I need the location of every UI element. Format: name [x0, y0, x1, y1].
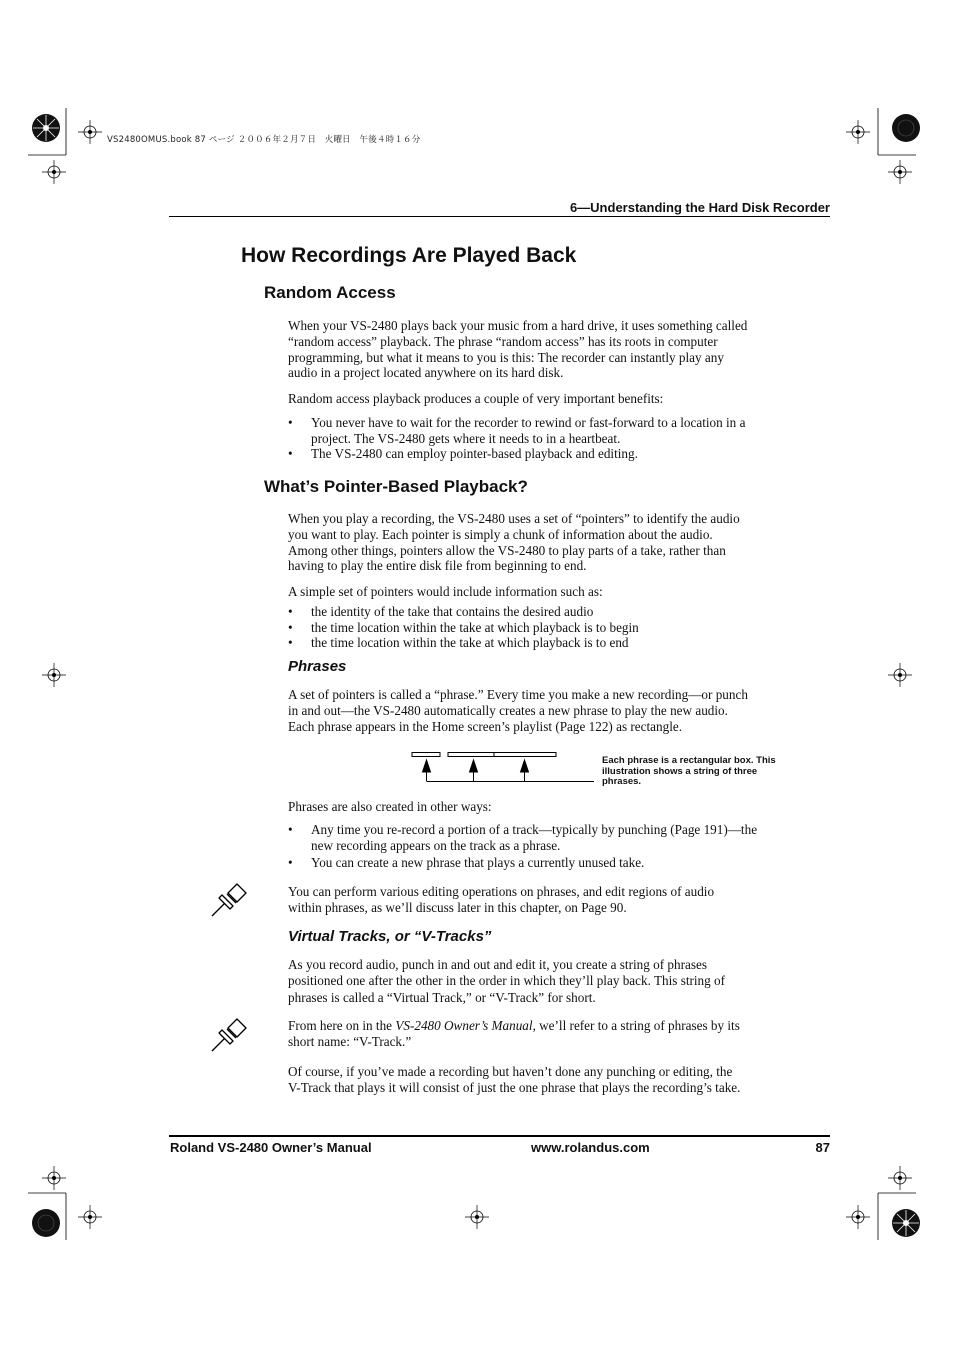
- text-line: in and out—the VS-2480 automatically creates a new phrase to play the new audio.: [288, 702, 728, 718]
- text-span: From here on in the: [288, 1018, 396, 1033]
- footer-rule: [169, 1135, 830, 1137]
- header-rule: [169, 216, 830, 217]
- text-line: project. The VS-2480 gets where it needs to in a heartbeat.: [311, 430, 621, 446]
- corner-target-icon: [891, 1208, 921, 1238]
- text-line: The VS-2480 can employ pointer-based playback and editing.: [311, 446, 638, 461]
- text-line: When you play a recording, the VS-2480 uses a set of “pointers” to identify the audio: [288, 511, 740, 526]
- text-line: V-Track that plays it will consist of just the one phrase that plays the recording’s take.: [288, 1079, 741, 1095]
- registration-mark-icon: [888, 160, 912, 184]
- list-item: [288, 620, 818, 636]
- pointer-arrows: [423, 760, 595, 782]
- list-item: [288, 604, 818, 620]
- vtracks-closing-paragraph: [288, 1064, 828, 1096]
- bullet-icon: •: [288, 855, 293, 870]
- pointer-based-paragraph: [288, 511, 818, 574]
- random-access-benefits-intro: Random access playback produces a couple of very important benefits:: [288, 391, 664, 406]
- list-item: [288, 446, 818, 462]
- subsection-heading-phrases: Phrases: [288, 658, 347, 675]
- text-line: Any time you re-record a portion of a track—typically by punching (Page 191)—the: [311, 822, 758, 837]
- note-pushpin-icon: [209, 881, 249, 919]
- text-line: “random access” playback. The phrase “random access” has its roots in computer: [288, 333, 718, 349]
- text-line: the identity of the take that contains the desired audio: [311, 604, 594, 619]
- list-item: [288, 855, 818, 871]
- text-line: You can create a new phrase that plays a currently unused take.: [311, 855, 645, 870]
- registration-mark-icon: [888, 663, 912, 687]
- note-editing-phrases: [288, 884, 818, 916]
- text-line: When your VS-2480 plays back your music from a hard drive, it uses something called: [288, 318, 748, 333]
- print-info: VS2480OMUS.book 87 ページ ２００６年２月７日 火曜日 午後４時１６分: [107, 135, 421, 145]
- text-line: the time location within the take at which playback is to end: [311, 635, 629, 650]
- text-line: short name: “V-Track.”: [288, 1033, 412, 1049]
- phrases-paragraph: [288, 687, 818, 734]
- text-line: having to play the entire disk file from beginning to end.: [288, 558, 587, 574]
- text-line: you want to play. Each pointer is simply a chunk of information about the audio.: [288, 526, 713, 542]
- text-line: You never have to wait for the recorder to rewind or fast-forward to a location in a: [311, 415, 746, 430]
- bullet-icon: •: [288, 822, 293, 837]
- phrase-box: [448, 753, 494, 757]
- registration-mark-icon: [846, 1205, 870, 1229]
- note-vtrack-name: [288, 1018, 818, 1050]
- random-access-paragraph: [288, 318, 818, 381]
- list-item: [288, 822, 818, 854]
- registration-mark-icon: [846, 120, 870, 144]
- registration-mark-icon: [42, 160, 66, 184]
- bullet-icon: •: [288, 635, 293, 650]
- registration-mark-icon: [465, 1205, 489, 1229]
- corner-target-icon: [891, 113, 921, 143]
- figure-caption: [602, 756, 817, 788]
- corner-target-icon: [31, 1208, 61, 1238]
- text-line: Of course, if you’ve made a recording but haven’t done any punching or editing, the: [288, 1064, 733, 1079]
- text-line: As you record audio, punch in and out and edit it, you create a string of phrases: [288, 957, 707, 972]
- text-line: within phrases, as we’ll discuss later in this chapter, on Page 90.: [288, 899, 627, 915]
- text-line: new recording appears on the track as a phrase.: [311, 837, 561, 853]
- caption-line: phrases.: [602, 776, 642, 788]
- phrase-illustration: [405, 748, 600, 786]
- subsection-heading-vtracks: Virtual Tracks, or “V-Tracks”: [288, 928, 492, 945]
- text-line: audio in a project located anywhere on its hard disk.: [288, 365, 564, 381]
- note-pushpin-icon: [209, 1016, 249, 1054]
- text-span: , we’ll refer to a string of phrases by its: [532, 1018, 740, 1033]
- caption-line: Each phrase is a rectangular box. This: [602, 755, 776, 766]
- vtracks-paragraph: [288, 957, 818, 1005]
- text-line: programming, but what it means to you is this: The recorder can instantly play any: [288, 349, 724, 365]
- phrase-box: [412, 753, 440, 757]
- bullet-icon: •: [288, 620, 293, 635]
- manual-title: VS-2480 Owner’s Manual: [395, 1018, 533, 1033]
- phrases-other-ways-intro: Phrases are also created in other ways:: [288, 799, 492, 814]
- bullet-icon: •: [288, 604, 293, 619]
- caption-line: illustration shows a string of three: [602, 765, 758, 777]
- list-item: [288, 635, 818, 651]
- text-line: Among other things, pointers allow the VS-2480 to play parts of a take, rather than: [288, 542, 726, 558]
- phrase-boxes: [412, 753, 556, 757]
- text-line: You can perform various editing operations on phrases, and edit regions of audio: [288, 884, 715, 899]
- text-line: the time location within the take at which playback is to begin: [311, 620, 639, 635]
- running-head: 6—Understanding the Hard Disk Recorder: [569, 200, 830, 215]
- text-line: [288, 1018, 818, 1034]
- text-line: A set of pointers is called a “phrase.” Every time you make a new recording—or punch: [288, 687, 748, 702]
- footer-manual-title: Roland VS-2480 Owner’s Manual: [170, 1140, 372, 1155]
- registration-mark-icon: [888, 1166, 912, 1190]
- text-line: positioned one after the other in the order in which they’ll play back. This string of: [288, 972, 726, 988]
- bullet-icon: •: [288, 415, 293, 430]
- registration-mark-icon: [78, 120, 102, 144]
- section-heading-random-access: Random Access: [264, 283, 396, 302]
- page-title: How Recordings Are Played Back: [241, 244, 577, 267]
- section-heading-pointer-based: What’s Pointer-Based Playback?: [264, 477, 528, 496]
- footer-url: www.rolandus.com: [531, 1140, 650, 1155]
- list-item: [288, 415, 818, 447]
- corner-target-icon: [31, 113, 61, 143]
- bullet-icon: •: [288, 446, 293, 461]
- phrase-box: [494, 753, 556, 757]
- text-line: Each phrase appears in the Home screen’s playlist (Page 122) as rectangle.: [288, 718, 683, 734]
- text-line: phrases is called a “Virtual Track,” or “V-Track” for short.: [288, 989, 596, 1005]
- registration-mark-icon: [42, 1166, 66, 1190]
- registration-mark-icon: [78, 1205, 102, 1229]
- pointer-info-intro: A simple set of pointers would include information such as:: [288, 584, 603, 599]
- registration-mark-icon: [42, 663, 66, 687]
- page-number: 87: [815, 1140, 830, 1155]
